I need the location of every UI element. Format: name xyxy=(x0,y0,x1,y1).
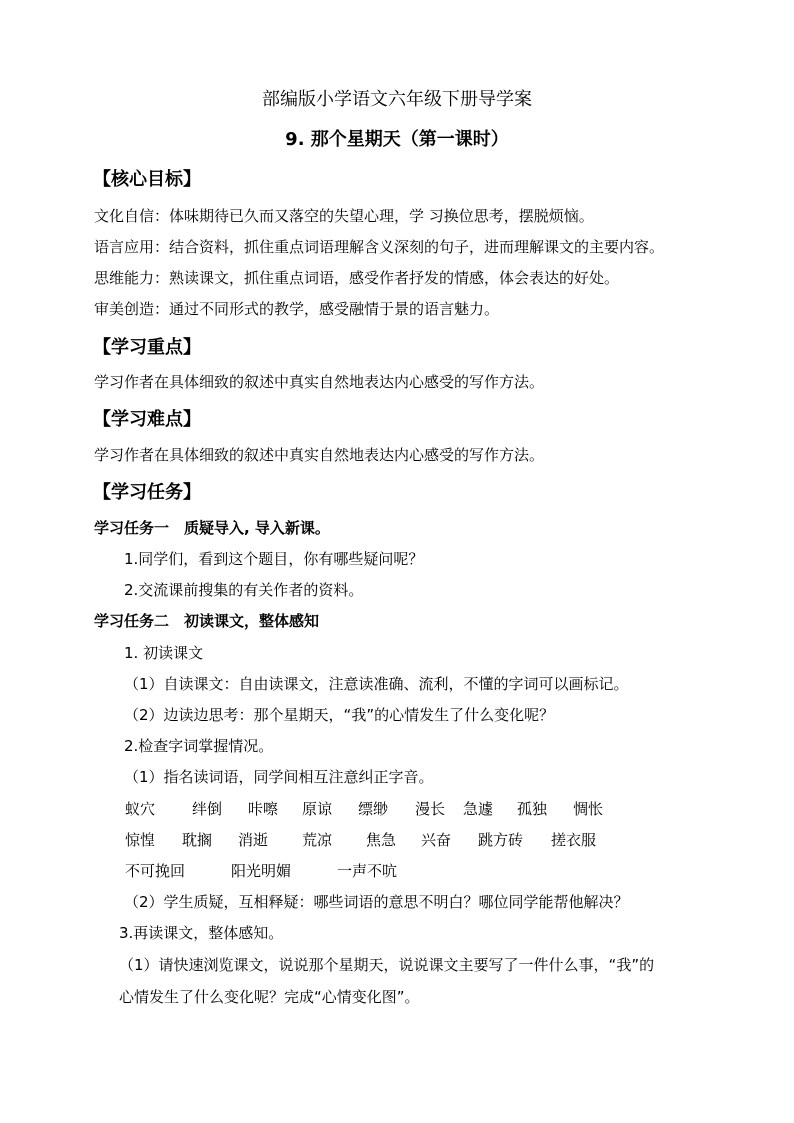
vocab-word: 咔嚓 xyxy=(248,800,279,818)
task2-substep: （2）学生质疑，互相释疑：哪些词语的意思不明白？哪位同学能帮他解决？ xyxy=(124,893,629,911)
task2-substep: （1）指名读词语，同学间相互注意纠正字音。 xyxy=(124,768,434,786)
vocab-word: 漫长 xyxy=(415,800,446,818)
vocab-word: 绊倒 xyxy=(192,800,223,818)
vocab-word: 一声不吭 xyxy=(337,862,398,880)
task2-step: 1. 初读课文 xyxy=(124,644,204,662)
task2-title: 学习任务二 初读课文，整体感知 xyxy=(94,612,320,630)
task1-item: 1.同学们，看到这个题目，你有哪些疑问呢？ xyxy=(124,550,424,568)
vocab-word: 孤独 xyxy=(517,800,548,818)
task2-substep: 心情发生了什么变化呢？完成“心情变化图”。 xyxy=(119,988,420,1006)
vocab-word: 惊惶 xyxy=(125,831,156,849)
core-goals-heading: 【核心目标】 xyxy=(93,169,201,190)
vocab-word: 蚁穴 xyxy=(125,800,156,818)
goal-item: 语言应用：结合资料，抓住重点词语理解含义深刻的句子，进而理解课文的主要内容。 xyxy=(94,238,665,256)
task2-substep: （1）自读课文：自由读课文，注意读准确、流利，不懂的字词可以画标记。 xyxy=(124,675,629,693)
goal-item: 审美创造：通过不同形式的教学，感受融情于景的语言魅力。 xyxy=(94,300,500,318)
key-points-text: 学习作者在具体细致的叙述中真实自然地表达内心感受的写作方法。 xyxy=(94,373,545,391)
vocab-word: 搓衣服 xyxy=(551,831,597,849)
document-title: 部编版小学语文六年级下册导学案 xyxy=(262,89,532,110)
tasks-heading: 【学习任务】 xyxy=(93,482,201,503)
vocab-word: 缥缈 xyxy=(358,800,389,818)
key-points-heading: 【学习重点】 xyxy=(93,337,201,358)
vocab-word: 兴奋 xyxy=(421,831,452,849)
lesson-title: 9. 那个星期天（第一课时） xyxy=(285,129,509,150)
vocab-word: 急遽 xyxy=(463,800,494,818)
difficulties-heading: 【学习难点】 xyxy=(93,409,201,430)
task2-substep: （2）边读边思考：那个星期天，“我”的心情发生了什么变化呢？ xyxy=(124,706,555,724)
vocab-word: 跳方砖 xyxy=(478,831,524,849)
vocab-word: 荒凉 xyxy=(302,831,333,849)
vocab-word: 耽搁 xyxy=(182,831,213,849)
vocab-word: 不可挽回 xyxy=(125,862,186,880)
task1-title: 学习任务一 质疑导入, 导入新课。 xyxy=(94,519,330,537)
vocab-word: 焦急 xyxy=(366,831,397,849)
task2-step: 2.检查字词掌握情况。 xyxy=(124,737,274,755)
vocab-word: 惆怅 xyxy=(573,800,604,818)
goal-item: 文化自信：体味期待已久而又落空的失望心理，学 习换位思考，摆脱烦恼。 xyxy=(94,207,594,225)
difficulties-text: 学习作者在具体细致的叙述中真实自然地表达内心感受的写作方法。 xyxy=(94,446,545,464)
vocab-word: 消逝 xyxy=(238,831,269,849)
goal-item: 思维能力：熟读课文，抓住重点词语，感受作者抒发的情感，体会表达的好处。 xyxy=(94,269,620,287)
task2-step: 3.再读课文，整体感知。 xyxy=(119,924,284,942)
task2-substep: （1）请快速浏览课文，说说那个星期天，说说课文主要写了一件什么事，“我”的 xyxy=(119,956,655,974)
vocab-word: 原谅 xyxy=(302,800,333,818)
task1-item: 2.交流课前搜集的有关作者的资料。 xyxy=(124,581,364,599)
vocab-word: 阳光明媚 xyxy=(231,862,292,880)
